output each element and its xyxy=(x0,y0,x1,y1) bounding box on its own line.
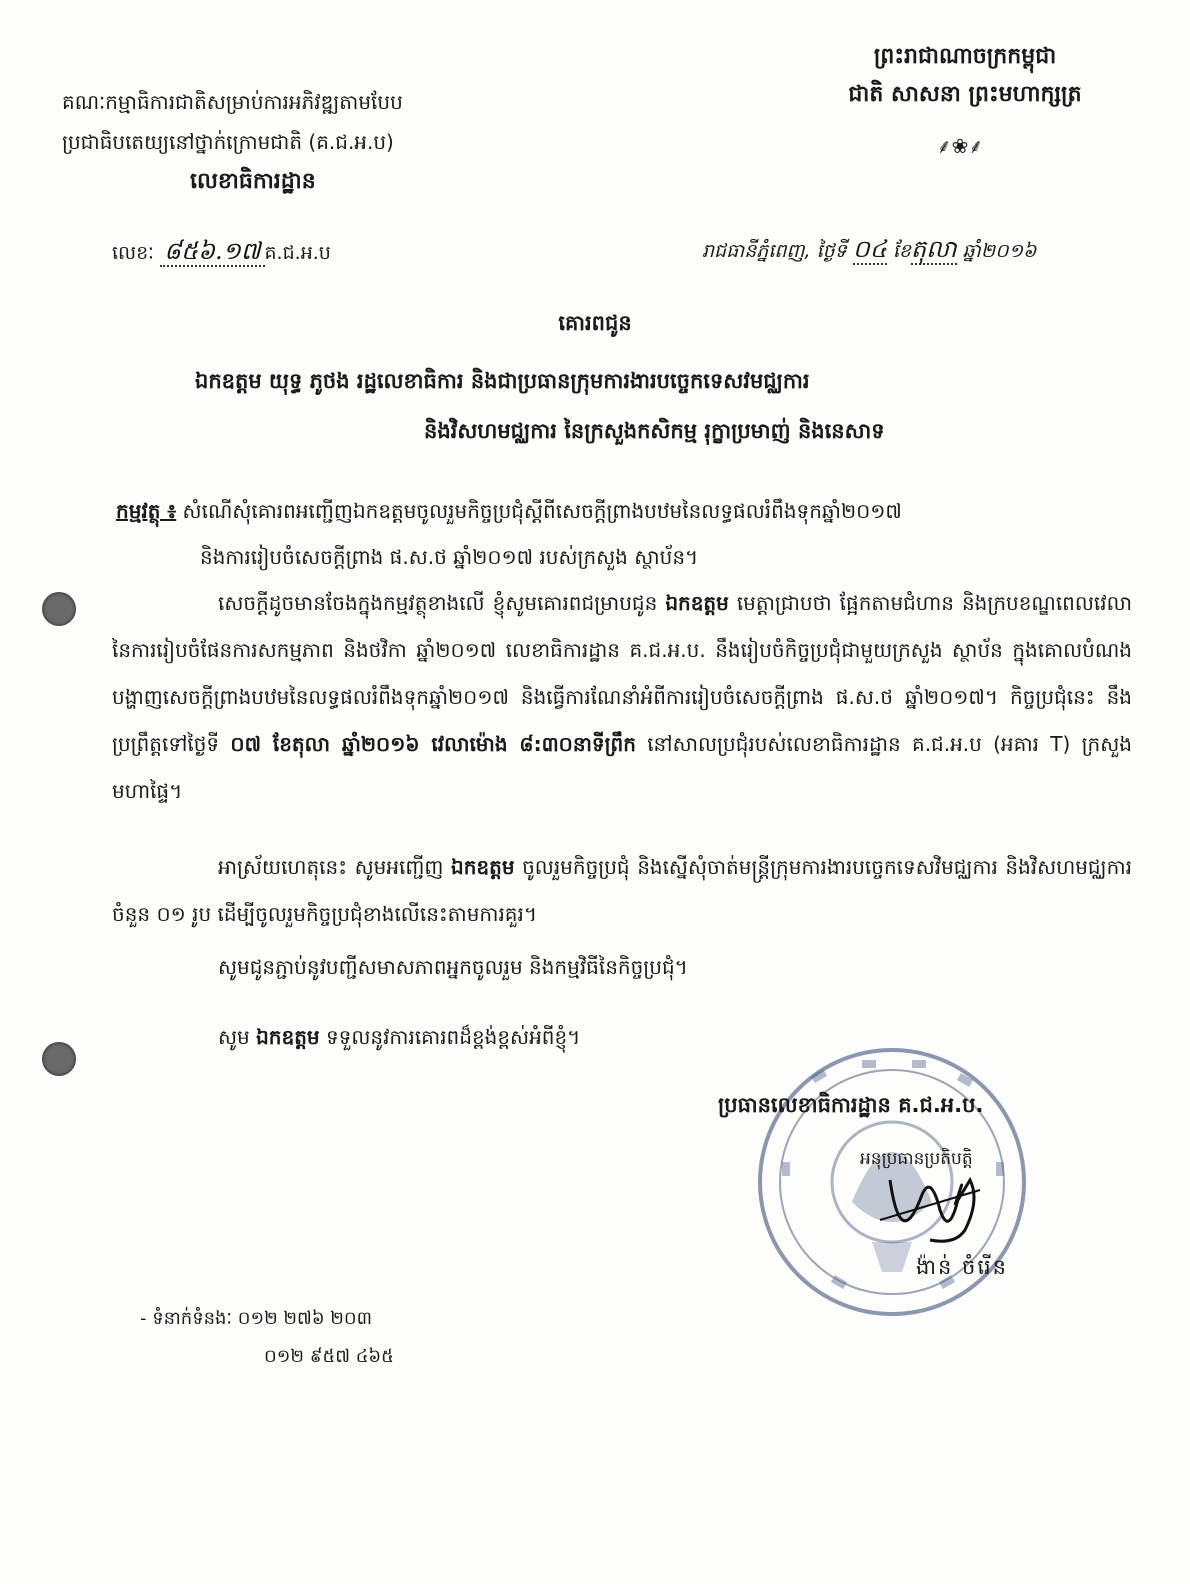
binder-hole-bottom xyxy=(42,1042,76,1076)
paragraph1-bold-a: ឯកឧត្តម xyxy=(665,591,729,615)
organization-header xyxy=(62,82,552,202)
contact-phone-2: ០១២ ៩៥៧ ៤៦៥ xyxy=(264,1346,394,1367)
paragraph4-bold: ឯកឧត្តម xyxy=(256,1025,320,1049)
recipient-line2: និងវិសហមជ្ឈការ នៃក្រសួងកសិកម្ម រុក្ខាប្រមាញ់ និងនេសាទ xyxy=(424,419,885,443)
recipient-line1: ឯកឧត្តម យុទ្ធ ភូថង រដ្ឋលេខាធិការ និងជាប្រធានក្រុមការងារបច្ចេកទេសវមជ្ឈការ xyxy=(195,369,810,393)
paragraph1-text-b: មេត្តាជ្រាបថា ផ្អែកតាមជំហាន និងក្របខណ្ឌពេលវេលានៃការរៀបចំផែនការសកម្មភាព និងថវិកា ឆ្នាំ២០១៧ លេខាធិការដ្ឋាន គ.ជ.អ.ប. នឹងរៀបចំកិច្ចប្រជុំជាមួយក្រសួង ស្ថាប័ន ក្នុងគោលបំណងបង្ហាញសេចក្តីព្រាងបឋមនៃលទ្ធផលរំពឹងទុកឆ្នាំ២០១៧ និងធ្វើការណែនាំអំពីការរៀបចំសេចក្តីព្រាង ផ.ស.ថ ឆ្នាំ២០១៧។ កិច្ចប្រជុំនេះ នឹងប្រព្រឹត្តទៅថ្ងៃទី xyxy=(112,591,1132,756)
contact-label: - ទំនាក់ទំនងៈ xyxy=(140,1308,232,1329)
date-month: តុលា xyxy=(910,235,957,263)
date-month-label: ខែ xyxy=(892,240,911,262)
signatory-name: ង៉ាន់ ចំរើន xyxy=(916,1255,1008,1279)
paragraph1-text-a: សេចក្តីដូចមានចែងក្នុងកម្មវត្ថុខាងលើ ខ្ញុំសូមគោរពជម្រាបជូន xyxy=(218,591,666,615)
subject-line1 xyxy=(116,488,1126,534)
organization-line2: ប្រជាធិបតេយ្យនៅថ្នាក់ក្រោមជាតិ (គ.ជ.អ.ប) xyxy=(62,130,394,154)
kingdom-title: ព្រះរាជាណាចក្រកម្ពុជា xyxy=(873,44,1057,69)
letter-number xyxy=(112,236,331,271)
subject-line2: និងការរៀបចំសេចក្តីព្រាង ផ.ស.ថ ឆ្នាំ២០១៧ របស់ក្រសួង ស្ថាប័ន។ xyxy=(200,545,699,569)
signatory-title: ប្រធានលេខាធិការដ្ឋាន គ.ជ.អ.ប. xyxy=(718,1093,984,1117)
body-paragraph-1 xyxy=(112,580,1132,815)
ornament-divider: ⸙❀⸙ xyxy=(936,134,984,158)
letter-number-handwritten: ៨៥៦.១៧ xyxy=(160,237,264,267)
binder-hole-top xyxy=(42,592,76,626)
paragraph1-bold-b: ០៧ ខែតុលា ឆ្នាំ២០១៦ វេលាម៉ោង ៨:៣០នាទីព្រឹក xyxy=(230,732,636,756)
organization-line1: គណៈកម្មាធិការជាតិសម្រាប់ការអភិវឌ្ឍតាមបែប xyxy=(62,90,403,114)
body-paragraph-3 xyxy=(112,944,1132,991)
subject-block xyxy=(116,488,1126,580)
kingdom-motto: ជាតិ សាសនា ព្រះមហាក្សត្រ xyxy=(848,82,1082,107)
secretariat-name: លេខាធិការដ្ឋាន xyxy=(190,169,316,194)
paragraph1-text-c: នៅសាលប្រជុំរបស់លេខាធិការដ្ឋាន គ.ជ.អ.ប (អគារ T) ក្រសួងមហាផ្ទៃ។ xyxy=(112,732,1132,803)
paragraph2-text-b: ចូលរួមកិច្ចប្រជុំ និងស្នើសុំចាត់មន្ត្រីក្រុមការងារបច្ចេកទេសវិមជ្ឈការ និងវិសហមជ្ឈការ ចំនួន ០១ រូប ដើម្បីចូលរួមកិច្ចប្រជុំខាងលើនេះតាមការគួរ។ xyxy=(112,855,1132,926)
date-day: ០៤ xyxy=(852,235,887,263)
paragraph2-bold: ឯកឧត្តម xyxy=(451,855,515,879)
date-year: ឆ្នាំ២០១៦ xyxy=(962,240,1037,262)
kingdom-header xyxy=(820,38,1110,114)
letter-number-label: លេខៈ xyxy=(112,242,154,264)
signatory-subtitle: អនុប្រធានប្រតិបត្តិ xyxy=(860,1149,973,1169)
contact-phone-1: ០១២ ២៧៦ ២០៣ xyxy=(237,1308,373,1329)
letter-number-suffix: គ.ជ.អ.ប xyxy=(264,242,331,264)
paragraph2-text-a: អាស្រ័យហេតុនេះ សូមអញ្ជើញ xyxy=(218,855,452,879)
subject-label: កម្មវត្ថុ ៖ xyxy=(116,499,177,523)
paragraph4-text-a: សូម xyxy=(218,1025,257,1049)
contact-block xyxy=(140,1300,394,1376)
body-paragraph-2 xyxy=(112,844,1132,938)
paragraph4-text-b: ទទួលនូវការគោរពដ៏ខ្ពង់ខ្ពស់អំពីខ្ញុំ។ xyxy=(319,1025,581,1049)
date-prefix: រាជធានីភ្នំពេញ, ថ្ងៃទី xyxy=(702,240,847,262)
paragraph3-text: សូមជូនភ្ជាប់នូវបញ្ជីសមាសភាពអ្នកចូលរួម និងកម្មវិធីនៃកិច្ចប្រជុំ។ xyxy=(218,955,688,979)
subject-text1: សំណើសុំគោរពអញ្ជើញឯកឧត្តមចូលរួមកិច្ចប្រជុំស្តីពីសេចក្តីព្រាងបឋមនៃលទ្ធផលរំពឹងទុកឆ្នាំ២០១៧ xyxy=(182,499,902,523)
handwritten-signature-icon xyxy=(860,1160,1000,1260)
date-line xyxy=(702,234,1152,269)
respectfully-heading: គោរពជូន xyxy=(558,311,632,335)
